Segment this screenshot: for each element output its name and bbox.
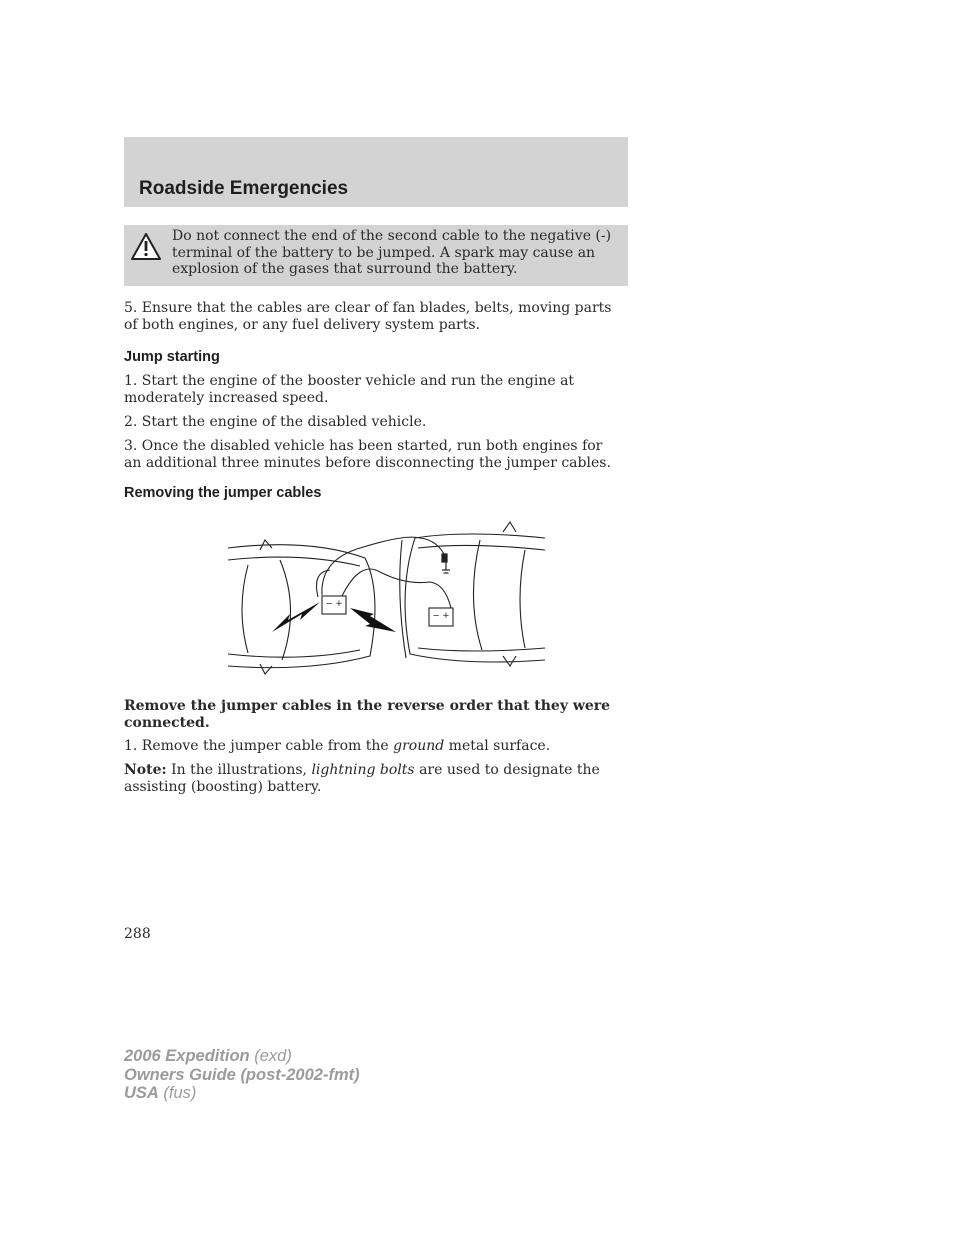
battery-right-icon	[429, 608, 453, 626]
battery-left-label: − +	[325, 599, 343, 609]
footer-model: 2006 Expedition	[124, 1047, 250, 1065]
footer-market-code: (fus)	[158, 1084, 197, 1102]
note-emphasis: lightning bolts	[311, 762, 415, 778]
note-text: In the illustrations,	[166, 762, 312, 778]
step-5-text: 5. Ensure that the cables are clear of fan blades, belts, moving parts of both engines, or any fuel delivery system parts.	[124, 300, 612, 333]
note-label: Note:	[124, 762, 167, 778]
removing-cables-heading: Removing the jumper cables	[124, 485, 322, 501]
removal-step-1-emphasis: ground	[393, 738, 445, 754]
removal-step-1-text: 1. Remove the jumper cable from the	[124, 738, 394, 754]
battery-right-label: − +	[432, 611, 450, 621]
removal-instruction: Remove the jumper cables in the reverse order that they were connected.	[124, 698, 611, 731]
jump-starting-heading: Jump starting	[124, 349, 220, 365]
battery-left-icon	[322, 596, 346, 614]
removal-step-1-text-end: metal surface.	[444, 738, 551, 754]
warning-triangle-icon	[130, 232, 162, 262]
footer-line-3	[124, 1084, 360, 1103]
footer-line-1	[124, 1047, 360, 1066]
section-header-band	[124, 137, 628, 207]
footer-market: USA	[124, 1084, 159, 1102]
jump-step-3: 3. Once the disabled vehicle has been started, run both engines for an additional three minutes before disconnecting the jumper cables.	[124, 438, 611, 471]
footer-model-code: (exd)	[249, 1047, 292, 1065]
warning-box	[124, 225, 628, 286]
ground-clamp-icon	[442, 554, 450, 573]
section-title: Roadside Emergencies	[139, 178, 349, 199]
document-footer	[124, 1047, 360, 1103]
footer-guide: Owners Guide (post-2002-fmt)	[124, 1065, 360, 1084]
lightning-bolt-left-icon	[272, 602, 320, 632]
removal-step-1	[124, 738, 624, 755]
note-paragraph	[124, 762, 624, 795]
jumper-cable-diagram	[220, 520, 555, 685]
lightning-bolt-right-icon	[350, 608, 396, 632]
page-number: 288	[124, 926, 151, 942]
jump-step-1: 1. Start the engine of the booster vehicle and run the engine at moderately increased speed.	[124, 373, 575, 406]
footer-line-2	[124, 1066, 360, 1085]
booster-vehicle-outline	[400, 522, 545, 666]
jump-step-2: 2. Start the engine of the disabled vehicle.	[124, 414, 427, 430]
disabled-vehicle-outline	[228, 540, 375, 674]
warning-text: Do not connect the end of the second cable to the negative (-) terminal of the battery to be jumped. A spark may cause an explosion of the gases that surround the battery.	[172, 228, 612, 277]
note-text-end: are used to designate the assisting (boosting) battery.	[124, 762, 600, 795]
